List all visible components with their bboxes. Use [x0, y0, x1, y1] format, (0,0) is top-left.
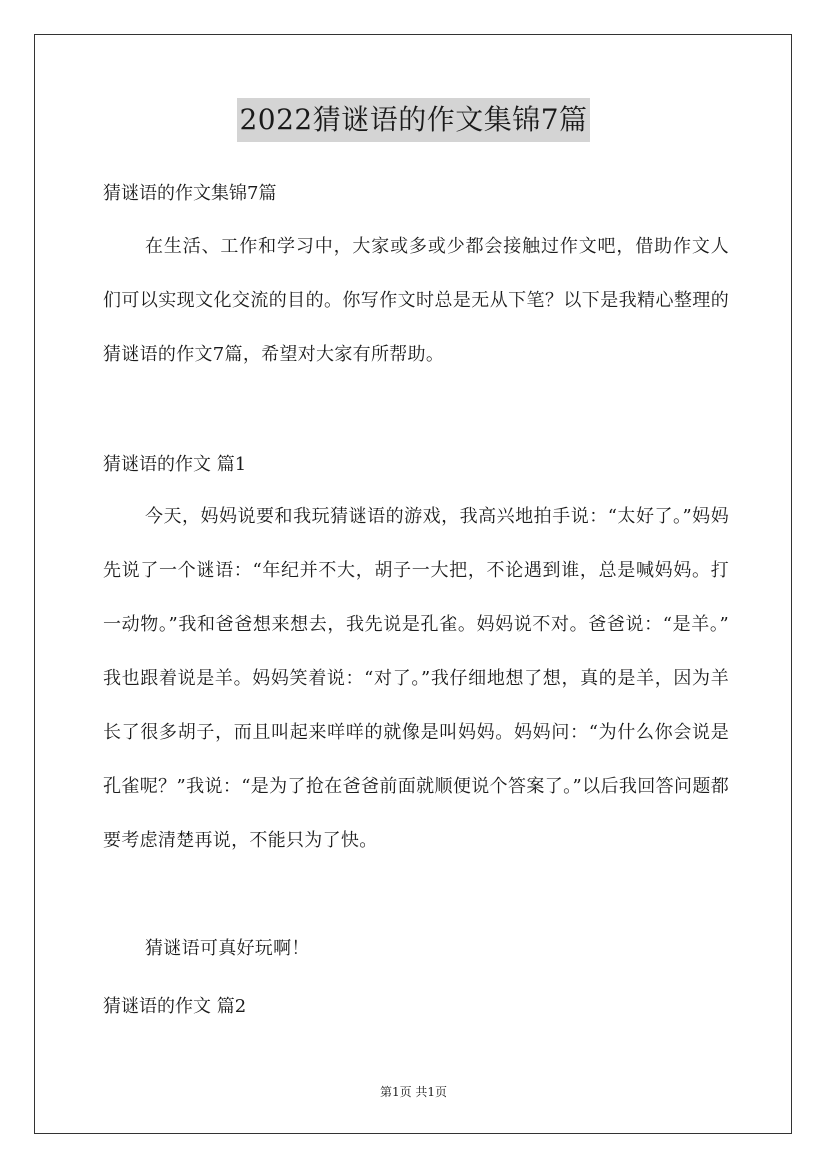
section-1-paragraph-2: 猜谜语可真好玩啊！	[145, 938, 310, 959]
title-container	[0, 98, 827, 142]
section-1-paragraph-1: 今天，妈妈说要和我玩猜谜语的游戏，我高兴地拍手说：“太好了。”妈妈先说了一个谜语：“年纪并不大，胡子一大把，不论遇到谁，总是喊妈妈。打一动物。”我和爸爸想来想去，我先说是孔雀。妈妈说不对。爸爸说：“是羊。” 我也跟着说是羊。妈妈笑着说：“对了。”我仔细地想了想，真的是羊，因为羊长了很多胡子，而且叫起来咩咩的就像是叫妈妈。妈妈问：“为什么你会说是孔雀呢？”我说：“是为了抢在爸爸前面就顺便说个答案了。”以后我回答问题都要考虑清楚再说，不能只为了快。	[103, 506, 729, 851]
page-title: 2022猜谜语的作文集锦7篇	[237, 98, 589, 142]
section-heading-1: 猜谜语的作文 篇1	[103, 454, 247, 475]
section-heading-2: 猜谜语的作文 篇2	[103, 996, 247, 1017]
page-footer: 第1页 共1页	[379, 1085, 448, 1099]
document-subtitle: 猜谜语的作文集锦7篇	[103, 183, 277, 204]
intro-paragraph: 在生活、工作和学习中，大家或多或少都会接触过作文吧，借助作文人们可以实现文化交流的目的。你写作文时总是无从下笔？以下是我精心整理的猜谜语的作文7篇，希望对大家有所帮助。	[103, 236, 729, 365]
